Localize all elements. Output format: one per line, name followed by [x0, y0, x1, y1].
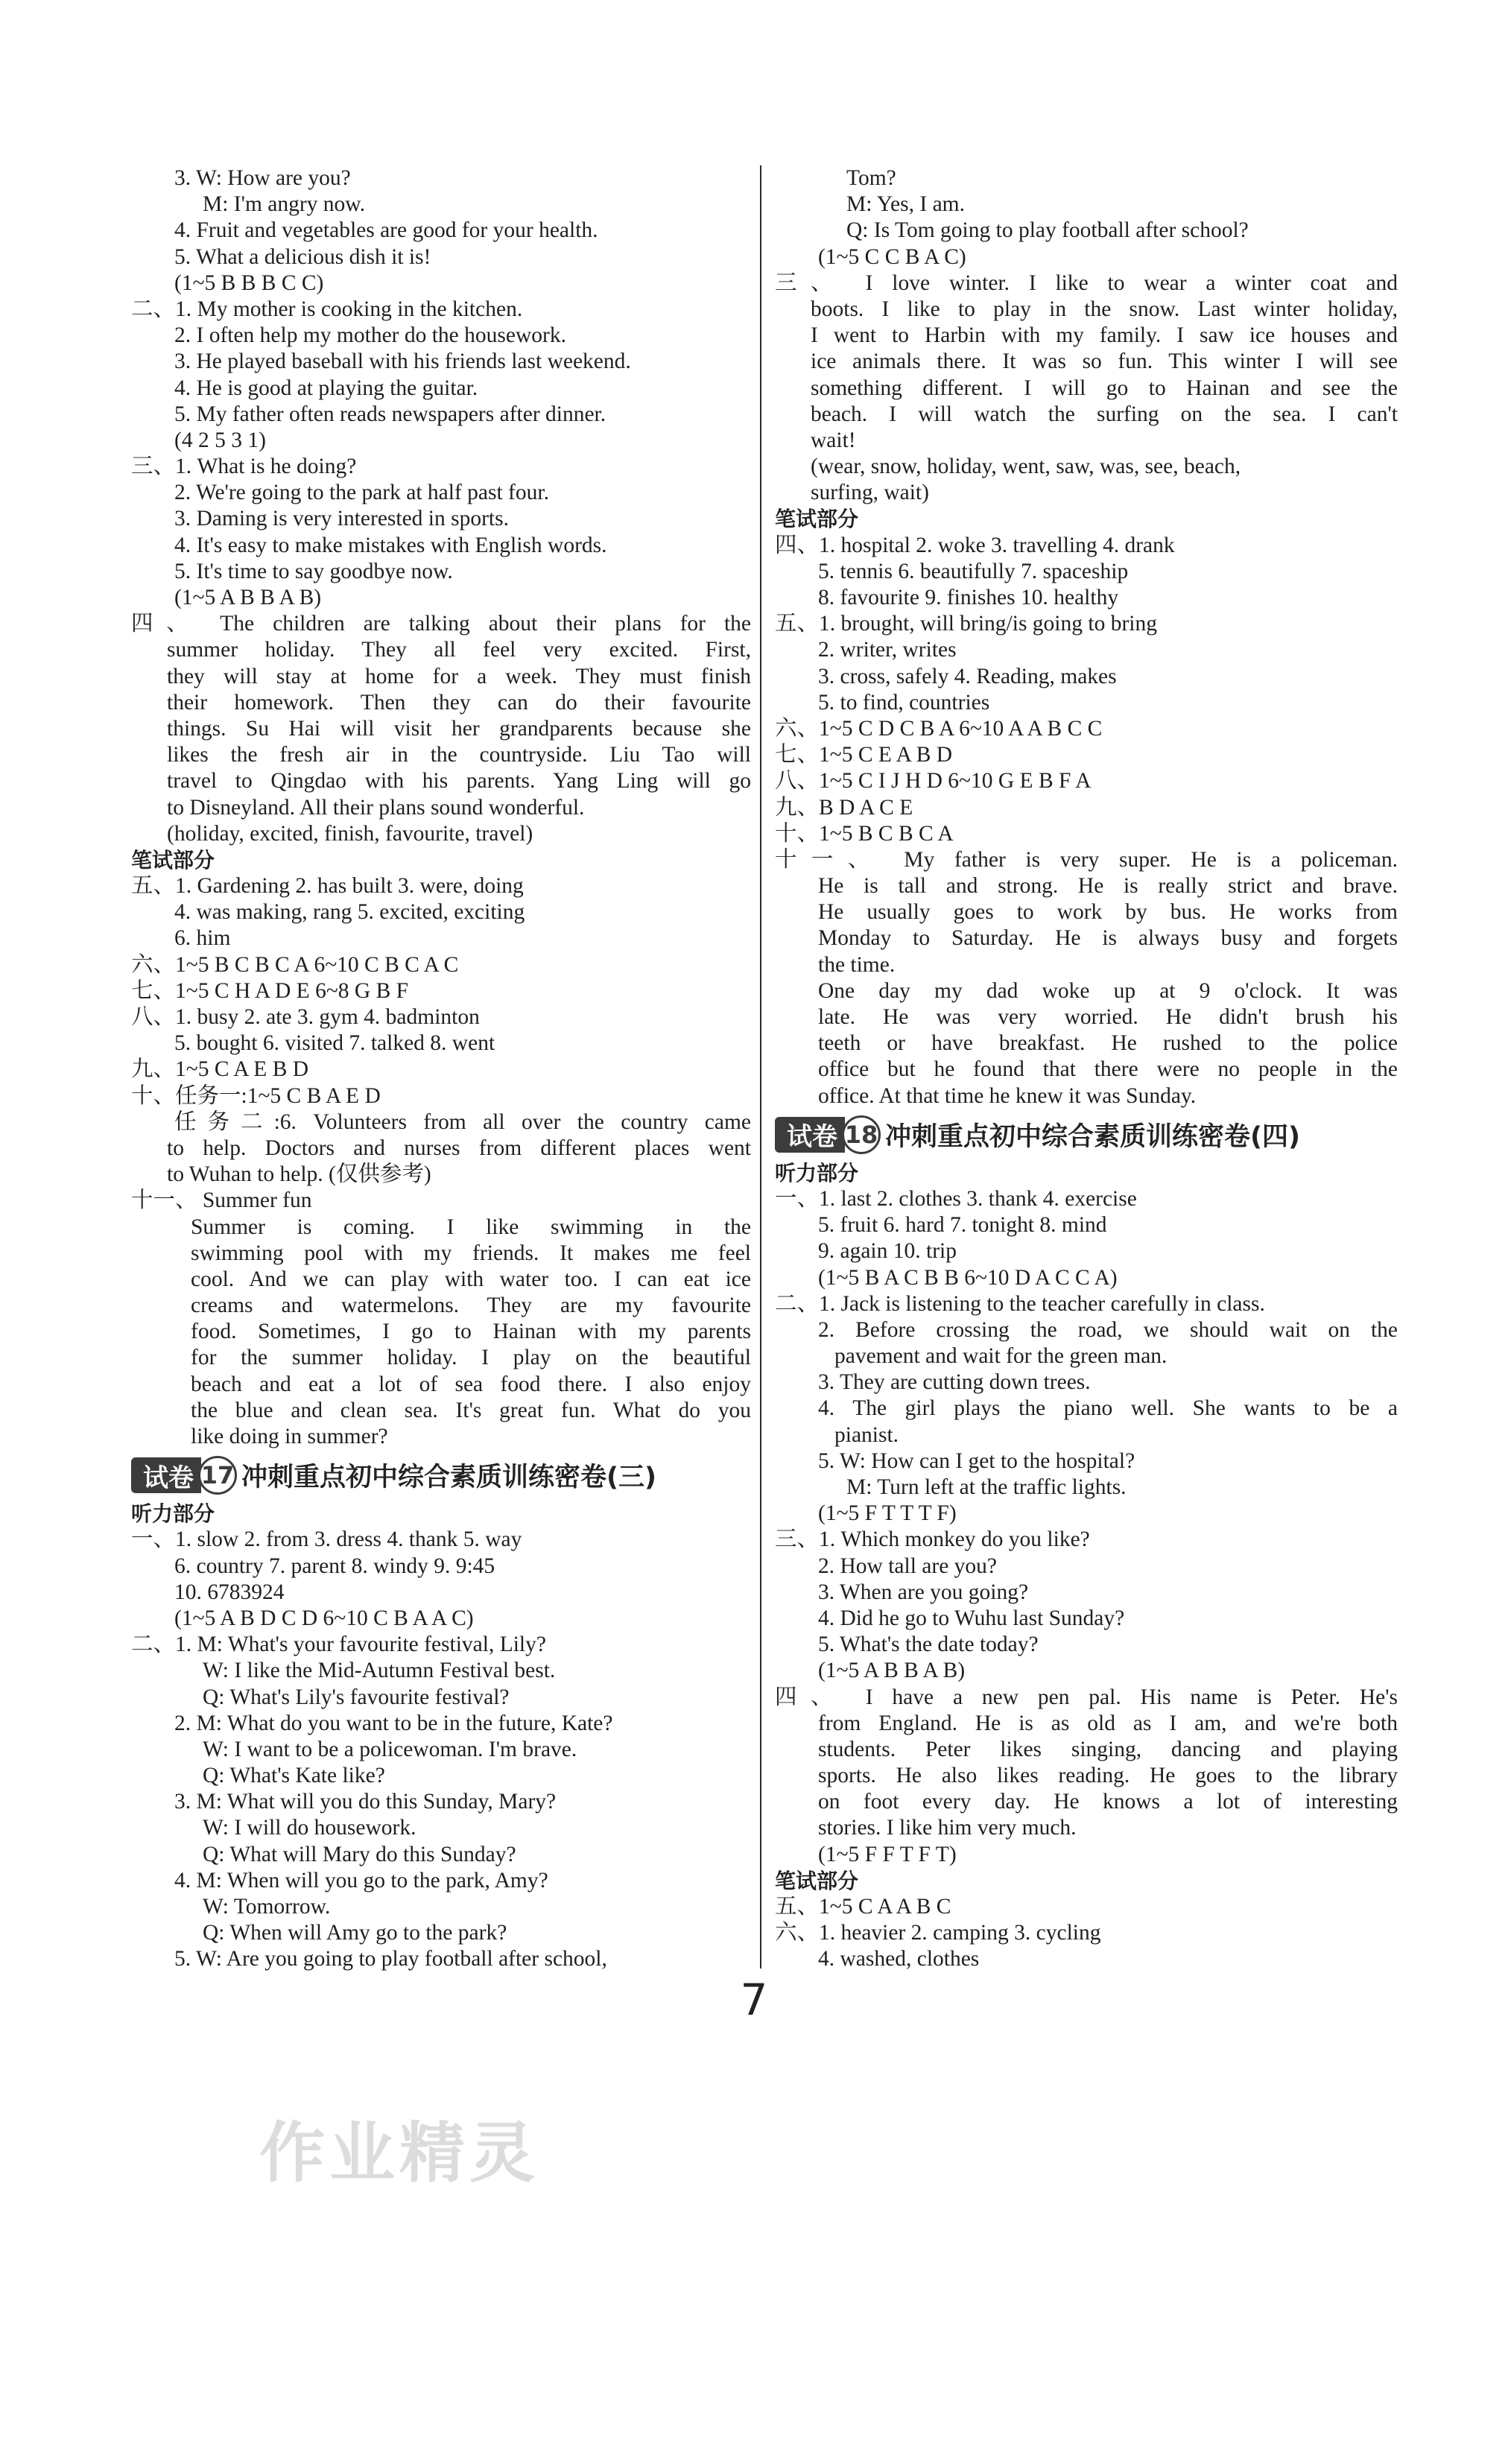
answer-line: One day my dad woke up at 9 o'clock. It was [818, 978, 1398, 1003]
answer-line: 四、1. hospital 2. woke 3. travelling 4. drank [775, 533, 1175, 557]
answer-line: creams and watermelons. They are my favourite [191, 1293, 751, 1318]
answer-line: 八、1~5 C I J H D 6~10 G E B F A [775, 769, 1092, 794]
answer-line: 4. He is good at playing the guitar. [174, 376, 478, 400]
answer-line: pavement and wait for the green man. [834, 1344, 1168, 1369]
answer-line: their homework. Then they can do their favourite [167, 690, 751, 715]
answer-line: 4. The girl plays the piano well. She wants to be a [818, 1396, 1398, 1421]
answer-line: 十一、 My father is very super. He is a policeman. [775, 847, 1398, 872]
answer-line: 5. My father often reads newspapers after dinner. [174, 402, 606, 426]
answer-line: W: Tomorrow. [203, 1895, 331, 1919]
answer-line: 三、1. Which monkey do you like? [775, 1527, 1090, 1552]
answer-line: 3. When are you going? [818, 1580, 1029, 1604]
answer-line: 4. washed, clothes [818, 1947, 980, 1971]
answer-line: summer holiday. They all feel very excited. First, [167, 638, 751, 662]
answer-line: 2. Before crossing the road, we should wait on the [818, 1317, 1398, 1342]
answer-line: from England. He is as old as I am, and we're both [818, 1711, 1398, 1735]
answer-line: 2. writer, writes [818, 638, 957, 662]
answer-line: cool. And we can play with water too. I can eat ice [191, 1267, 751, 1291]
answer-line: Q: What will Mary do this Sunday? [203, 1842, 516, 1866]
answer-line: pianist. [834, 1422, 899, 1447]
answer-line: (1~5 A B B A B) [818, 1659, 966, 1683]
answer-line: M: Yes, I am. [846, 192, 965, 217]
answer-line: Q: When will Amy go to the park? [203, 1921, 507, 1945]
answer-line: 5. W: How can I get to the hospital? [818, 1448, 1135, 1473]
answer-line: beach and eat a lot of sea food there. I also enjoy [191, 1372, 751, 1396]
answer-line: on foot every day. He knows a lot of interesting [818, 1790, 1398, 1814]
answer-line: teeth or have breakfast. He rushed to the police [818, 1031, 1398, 1056]
answer-line: 5. What a delicious dish it is! [174, 244, 431, 269]
answer-line: 二、1. Jack is listening to the teacher carefully in class. [775, 1291, 1265, 1316]
answer-line: Monday to Saturday. He is always busy and forgets [818, 926, 1398, 951]
answer-line: W: I like the Mid-Autumn Festival best. [203, 1659, 556, 1683]
answer-line: M: I'm angry now. [203, 192, 366, 217]
answer-line: late. He was very worried. He didn't brush his [818, 1005, 1398, 1029]
left-column [131, 165, 751, 1973]
answer-line: Summer is coming. I like swimming in the [191, 1214, 751, 1239]
answer-line: 5. W: Are you going to play football after school, [174, 1947, 607, 1971]
answer-line: wait! [811, 428, 856, 452]
answer-line: (1~5 F F T F T) [818, 1842, 957, 1866]
answer-line: likes the fresh air in the countryside. Liu Tao will [167, 743, 751, 767]
answer-line: sports. He also likes reading. He goes to the library [818, 1764, 1398, 1788]
answer-line: 3. Daming is very interested in sports. [174, 507, 509, 531]
answer-line: I went to Harbin with my family. I saw ice houses and [811, 323, 1398, 348]
answer-line: travel to Qingdao with his parents. Yang Ling will go [167, 769, 751, 794]
answer-line: for the summer holiday. I play on the beautiful [191, 1346, 751, 1370]
answer-line: something different. I will go to Hainan and see the [811, 376, 1398, 400]
answer-line: 3. They are cutting down trees. [818, 1370, 1091, 1395]
answer-line: 三、 I love winter. I like to wear a winter coat and [775, 270, 1398, 295]
answer-line: 4. Fruit and vegetables are good for your health. [174, 218, 598, 243]
answer-line: 4. was making, rang 5. excited, exciting [174, 900, 525, 925]
watermark-text: 作业精灵 [259, 2115, 540, 2191]
answer-line: (holiday, excited, finish, favourite, travel) [167, 821, 533, 846]
answer-line: (1~5 B B B C C) [174, 270, 324, 295]
answer-line: food. Sometimes, I go to Hainan with my parents [191, 1320, 751, 1344]
answer-line: (4 2 5 3 1) [174, 428, 266, 452]
answer-line: 4. M: When will you go to the park, Amy? [174, 1868, 548, 1893]
answer-line: beach. I will watch the surfing on the sea. I can't [811, 402, 1398, 426]
section-heading: 笔试部分 [775, 507, 859, 532]
answer-line: (1~5 A B B A B) [174, 586, 322, 609]
banner-title: 冲刺重点初中综合素质训练密卷(三) [241, 1463, 656, 1493]
answer-line: 十、1~5 B C B C A [775, 821, 954, 846]
banner-number: 17 [198, 1456, 237, 1495]
answer-line: 九、B D A C E [775, 795, 913, 820]
answer-line: (1~5 B A C B B 6~10 D A C C A) [818, 1265, 1118, 1290]
answer-line: things. Su Hai will visit her grandparents because she [167, 716, 751, 741]
answer-line: 十一、 Summer fun [131, 1188, 312, 1213]
answer-line: 3. W: How are you? [174, 166, 351, 190]
answer-line: 2. M: What do you want to be in the future, Kate? [174, 1711, 613, 1735]
answer-line: they will stay at home for a week. They must finish [167, 664, 751, 688]
answer-line: W: I want to be a policewoman. I'm brave. [203, 1737, 577, 1761]
answer-line: 二、1. My mother is cooking in the kitchen. [131, 297, 523, 321]
banner-tag: 试卷 [775, 1117, 845, 1153]
answer-line: 8. favourite 9. finishes 10. healthy [818, 586, 1119, 609]
section-heading: 听力部分 [775, 1160, 859, 1185]
banner-tag: 试卷 [131, 1457, 201, 1493]
answer-line: the time. [818, 952, 896, 977]
answer-line: 十、任务一:1~5 C B A E D [131, 1083, 381, 1108]
answer-line: ice animals there. It was so fun. This winter I will see [811, 349, 1398, 374]
answer-line: like doing in summer? [191, 1425, 388, 1448]
answer-line: 5. to find, countries [818, 690, 990, 715]
answer-line: office but he found that there were no people in the [818, 1057, 1398, 1082]
answer-line: the blue and clean sea. It's great fun. What do you [191, 1398, 751, 1422]
answer-line: stories. I like him very much. [818, 1816, 1077, 1840]
answer-line: 六、1~5 B C B C A 6~10 C B C A C [131, 952, 459, 977]
answer-line: to Disneyland. All their plans sound wonderful. [167, 795, 585, 820]
answer-line: 七、1~5 C H A D E 6~8 G B F [131, 978, 409, 1003]
answer-line: 一、1. slow 2. from 3. dress 4. thank 5. way [131, 1527, 522, 1552]
answer-line: 九、1~5 C A E B D [131, 1057, 309, 1082]
column-divider [760, 165, 761, 1969]
answer-line: 一、1. last 2. clothes 3. thank 4. exercise [775, 1186, 1137, 1211]
answer-line: 10. 6783924 [174, 1580, 285, 1604]
exam-paper-banner [775, 1114, 1398, 1156]
answer-line: 5. tennis 6. beautifully 7. spaceship [818, 559, 1129, 583]
banner-title: 冲刺重点初中综合素质训练密卷(四) [885, 1121, 1300, 1152]
answer-line: 2. We're going to the park at half past four. [174, 481, 549, 505]
answer-line: to help. Doctors and nurses from different places went [167, 1136, 751, 1160]
answer-line: (wear, snow, holiday, went, saw, was, see, beach, [811, 455, 1241, 479]
answer-line: Tom? [846, 166, 896, 190]
answer-line: 六、1~5 C D C B A 6~10 A A B C C [775, 716, 1103, 741]
answer-line: 6. country 7. parent 8. windy 9. 9:45 [174, 1554, 495, 1578]
answer-line: He is tall and strong. He is really strict and brave. [818, 874, 1398, 899]
answer-line: 5. It's time to say goodbye now. [174, 559, 453, 583]
answer-line: 三、1. What is he doing? [131, 455, 357, 479]
answer-line: 二、1. M: What's your favourite festival, Lily? [131, 1632, 546, 1657]
answer-line: boots. I like to play in the snow. Last winter holiday, [811, 297, 1398, 321]
answer-line: office. At that time he knew it was Sunday. [818, 1083, 1197, 1108]
answer-line: 2. I often help my mother do the housework. [174, 323, 566, 348]
answer-line: (1~5 A B D C D 6~10 C B A A C) [174, 1606, 474, 1630]
answer-line: 四、 I have a new pen pal. His name is Peter. He's [775, 1685, 1398, 1709]
answer-line: 五、1. Gardening 2. has built 3. were, doing [131, 874, 524, 899]
answer-line: 3. M: What will you do this Sunday, Mary? [174, 1790, 557, 1814]
answer-line: Q: What's Lily's favourite festival? [203, 1685, 510, 1709]
answer-line: surfing, wait) [811, 481, 929, 505]
answer-line: W: I will do housework. [203, 1816, 416, 1840]
answer-line: 5. What's the date today? [818, 1632, 1039, 1657]
answer-line: 5. fruit 6. hard 7. tonight 8. mind [818, 1213, 1107, 1238]
answer-line: Q: Is Tom going to play football after school? [846, 218, 1249, 243]
answer-line: Q: What's Kate like? [203, 1764, 385, 1788]
answer-line: swimming pool with my friends. It makes me feel [191, 1241, 751, 1265]
section-heading: 听力部分 [131, 1501, 215, 1527]
answer-line: 4. Did he go to Wuhu last Sunday? [818, 1606, 1125, 1630]
answer-line: 四、 The children are talking about their plans for the [131, 612, 751, 636]
answer-line: to Wuhan to help. (仅供参考) [167, 1162, 431, 1187]
page-number: 7 [740, 1974, 768, 2025]
answer-line: 七、1~5 C E A B D [775, 743, 953, 767]
answer-line: 3. He played baseball with his friends last weekend. [174, 349, 631, 374]
answer-line: He usually goes to work by bus. He works from [818, 900, 1398, 925]
answer-line: 5. bought 6. visited 7. talked 8. went [174, 1031, 495, 1056]
answer-line: 2. How tall are you? [818, 1554, 998, 1578]
answer-line: 9. again 10. trip [818, 1239, 957, 1264]
answer-line: 4. It's easy to make mistakes with English words. [174, 533, 607, 557]
section-heading: 笔试部分 [775, 1868, 859, 1893]
exam-paper-banner [131, 1454, 751, 1496]
answer-line: 八、1. busy 2. ate 3. gym 4. badminton [131, 1005, 480, 1029]
answer-line: 五、1~5 C A A B C [775, 1895, 951, 1919]
answer-line: 3. cross, safely 4. Reading, makes [818, 664, 1117, 688]
section-heading: 笔试部分 [131, 847, 215, 872]
answer-line: (1~5 C C B A C) [818, 244, 966, 269]
answer-line: 五、1. brought, will bring/is going to bring [775, 612, 1157, 636]
answer-line: students. Peter likes singing, dancing and playing [818, 1737, 1398, 1761]
answer-line: (1~5 F T T T F) [818, 1501, 957, 1526]
right-column [775, 165, 1398, 1973]
answer-line: 6. him [174, 926, 231, 951]
banner-number: 18 [842, 1115, 881, 1154]
answer-line: 任务二:6. Volunteers from all over the country came [174, 1109, 751, 1134]
answer-line: M: Turn left at the traffic lights. [846, 1475, 1127, 1499]
answer-line: 六、1. heavier 2. camping 3. cycling [775, 1921, 1101, 1945]
